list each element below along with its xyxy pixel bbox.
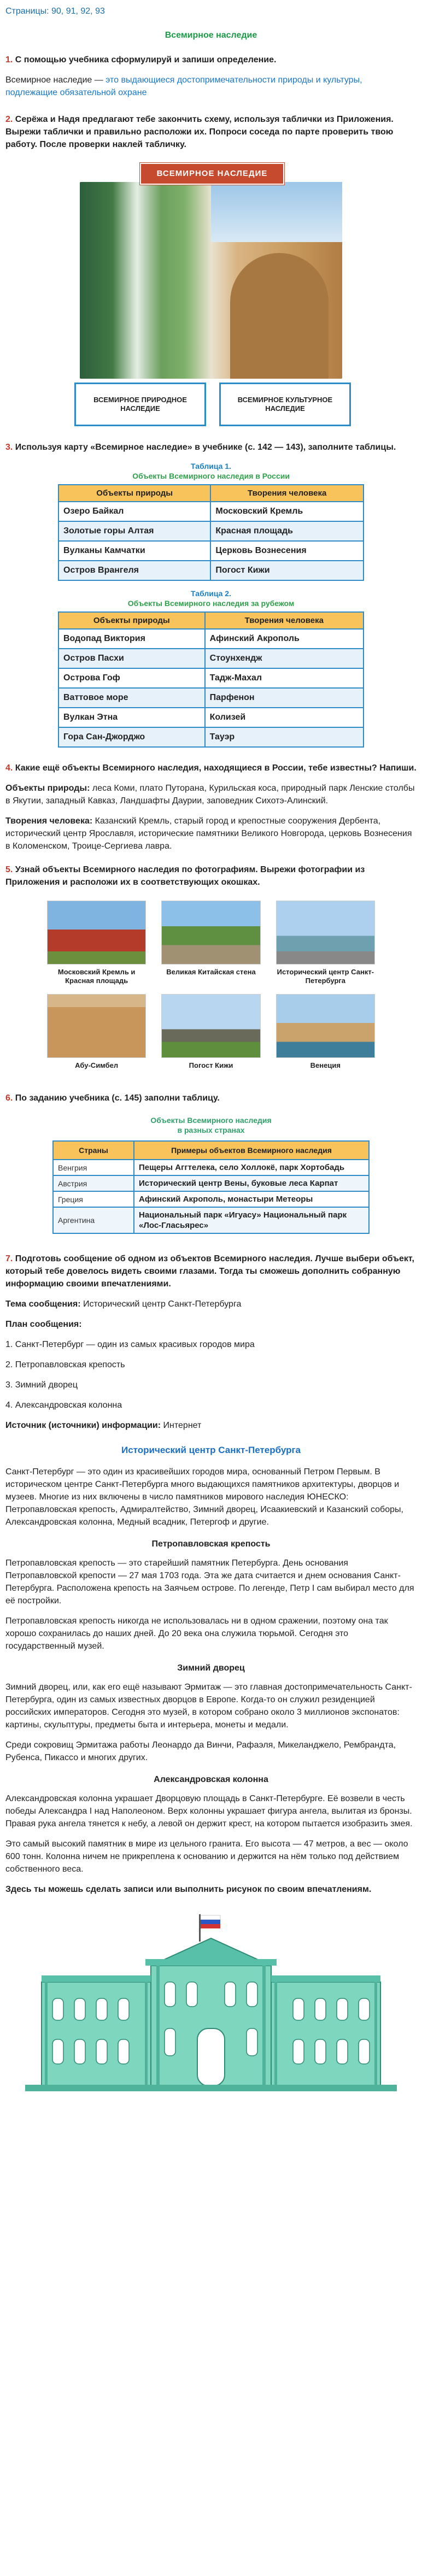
photo-caption: Великая Китайская стена xyxy=(166,968,256,976)
plan-label-line xyxy=(5,1318,417,1331)
essay-heading-palace: Зимний дворец xyxy=(177,1663,245,1673)
table-cell: Исторический центр Вены, буковые леса Карпат xyxy=(134,1175,369,1191)
topic-line xyxy=(5,1298,417,1310)
palace-icon xyxy=(25,1911,397,2091)
table-cell: Красная площадь xyxy=(210,521,364,541)
col-header-human: Творения человека xyxy=(210,485,364,502)
table-cell: Вулканы Камчатки xyxy=(58,541,210,561)
table-row xyxy=(58,541,364,561)
table-row xyxy=(58,521,364,541)
table-3-caption xyxy=(5,1115,417,1135)
task-text: По заданию учебника (с. 145) заполни таблицу. xyxy=(15,1093,220,1103)
table-cell: Тауэр xyxy=(205,727,364,747)
table-subcaption: Объекты Всемирного наследия за рубежом xyxy=(127,599,295,608)
table-row xyxy=(58,727,364,747)
scheme-banner: ВСЕМИРНОЕ НАСЛЕДИЕ xyxy=(140,163,284,185)
task-4 xyxy=(5,762,417,774)
topic-text: Исторический центр Санкт-Петербурга xyxy=(80,1299,242,1309)
task-7 xyxy=(5,1252,417,1290)
photo-grid xyxy=(47,901,375,1081)
pages-line: Страницы: 90, 91, 92, 93 xyxy=(5,7,105,16)
task-4-nature xyxy=(5,782,417,807)
task-1-answer xyxy=(5,74,417,99)
photo-caption: Исторический центр Санкт-Петербурга xyxy=(277,968,374,985)
photo-caption: Абу-Симбел xyxy=(75,1061,119,1069)
source-text: Интернет xyxy=(161,1421,202,1430)
table-russia xyxy=(58,484,364,581)
essay-paragraph: Санкт-Петербург — это один из красивейших городов мира, основанный Петром Первым. В историческом центре Санкт-Петербурга много выдающихся памятников архитектуры, дворцов и музеев. Многие из них включены в число памятников мирового наследия ЮНЕСКО: Петропавловская крепость, Адмиралтейство, Зимний дворец, Исаакиевский и Казанский соборы, Александровская колонна, Медный всадник, Петергоф и другие. xyxy=(5,1467,403,1527)
table-cell: Церковь Вознесения xyxy=(210,541,364,561)
page-title: Всемирное наследие xyxy=(165,31,257,40)
table-row xyxy=(58,688,364,708)
table-cell: Вулкан Этна xyxy=(58,708,205,727)
table-cell: Афинский Акрополь, монастыри Метеоры xyxy=(134,1191,369,1207)
task-text: С помощью учебника сформулируй и запиши определение. xyxy=(15,55,277,64)
table-cell: Золотые горы Алтая xyxy=(58,521,210,541)
task-number: 3. xyxy=(5,443,13,452)
table-caption: Таблица 2. xyxy=(191,589,231,598)
table-cell: Аргентина xyxy=(53,1207,134,1233)
photo-cell xyxy=(47,994,146,1081)
final-instruction: Здесь ты можешь сделать записи или выполнить рисунок по своим впечатлениям. xyxy=(5,1885,372,1894)
task-text: Какие ещё объекты Всемирного наследия, находящиеся в России, тебе известны? Напиши. xyxy=(15,763,417,773)
nature-label: Объекты природы: xyxy=(5,784,90,793)
task-number: 4. xyxy=(5,763,13,773)
table-row xyxy=(58,708,364,727)
photo-cell xyxy=(47,901,146,987)
topic-label: Тема сообщения: xyxy=(5,1299,81,1309)
plan-label: План сообщения: xyxy=(5,1320,82,1329)
task-number: 5. xyxy=(5,865,13,874)
plan-item: 3. Зимний дворец xyxy=(5,1380,78,1390)
essay-paragraph: Среди сокровищ Эрмитажа работы Леонардо да Винчи, Рафаэля, Микеланджело, Рембрандта, Рубенса, Пикассо и многих других. xyxy=(5,1740,396,1762)
source-label: Источник (источники) информации: xyxy=(5,1421,161,1430)
nature-text: леса Коми, плато Путорана, Курильская коса, природный парк Ленские столбы в Якутии, западный Кавказ, Ландшафты Даурии, заповедник Сихотэ-Алинский. xyxy=(5,784,415,805)
table-cell: Венгрия xyxy=(53,1160,134,1175)
task-text: Подготовь сообщение об одном из объектов Всемирного наследия. Лучше выбери объект, который тебе довелось видеть своими глазами. Тогда ты сможешь дополнить собранную информацию своими впечатлениями. xyxy=(5,1254,414,1289)
table-cell: Афинский Акрополь xyxy=(205,629,364,649)
table-cell: Австрия xyxy=(53,1175,134,1191)
table-caption: Таблица 1. xyxy=(191,462,231,470)
essay-heading-column: Александровская колонна xyxy=(154,1775,268,1784)
table-subcaption: Объекты Всемирного наследия в России xyxy=(132,472,290,480)
sky-shape xyxy=(211,182,342,242)
table-cell: Озеро Байкал xyxy=(58,502,210,521)
spb-photo xyxy=(276,901,375,964)
task-text: Узнай объекты Всемирного наследия по фотографиям. Вырежи фотографии из Приложения и расположи их в соответствующих окошках. xyxy=(5,865,365,887)
essay-paragraph: Это самый высокий памятник в мире из цельного гранита. Его высота — 47 метров, а вес — около 600 тонн. Колонна ничем не прикреплена к основанию и держится на нём только под действием собственного веса. xyxy=(5,1839,408,1874)
task-6 xyxy=(5,1092,417,1104)
task-3 xyxy=(5,441,417,454)
answer-term: Всемирное наследие — xyxy=(5,75,106,85)
task-1 xyxy=(5,54,417,66)
photo-cell xyxy=(161,994,260,1081)
great-wall-photo xyxy=(161,901,260,964)
table-row xyxy=(58,668,364,688)
photo-cell xyxy=(276,994,375,1081)
table-cell: Гора Сан-Джорджо xyxy=(58,727,205,747)
waterfall-shape xyxy=(113,182,162,379)
col-header-human: Творения человека xyxy=(205,612,364,629)
photo-cell xyxy=(276,901,375,987)
table-cell: Остров Врангеля xyxy=(58,561,210,580)
table-cell: Тадж-Махал xyxy=(205,668,364,688)
essay-heading-fortress: Петропавловская крепость xyxy=(151,1539,271,1549)
table-cell: Погост Кижи xyxy=(210,561,364,580)
table-cell: Колизей xyxy=(205,708,364,727)
table-cell: Греция xyxy=(53,1191,134,1207)
heritage-photo xyxy=(80,182,342,379)
task-number: 6. xyxy=(5,1093,13,1103)
table-countries xyxy=(52,1140,370,1234)
table-row xyxy=(53,1175,369,1191)
human-text: Казанский Кремль, старый город и крепостные сооружения Дербента, исторический центр Ярославля, исторические памятники Великого Новгорода, церковь Вознесения в Коломенском, Троице-Сергиева лавра. xyxy=(5,816,412,851)
table-cell: Пещеры Аггтелека, село Холлокё, парк Хортобадь xyxy=(134,1160,369,1175)
abu-simbel-photo xyxy=(47,994,146,1058)
table-cell: Острова Гоф xyxy=(58,668,205,688)
table-cell: Водопад Виктория xyxy=(58,629,205,649)
plan-item: 2. Петропавловская крепость xyxy=(5,1360,125,1369)
table-row xyxy=(53,1191,369,1207)
essay-title: Исторический центр Санкт-Петербурга xyxy=(121,1445,301,1455)
table-1-caption xyxy=(5,461,417,481)
task-text: Серёжа и Надя предлагают тебе закончить схему, используя таблички из Приложения. Вырежи таблички и правильно расположи их. Попроси соседа по парте проверить твою работу. После проверки наклей табличку. xyxy=(5,115,394,149)
col-header-nature: Объекты природы xyxy=(58,485,210,502)
table-cell: Национальный парк «Игуасу» Национальный парк «Лос-Гласьярес» xyxy=(134,1207,369,1233)
task-number: 2. xyxy=(5,115,13,124)
table-cell: Остров Пасхи xyxy=(58,649,205,668)
task-number: 1. xyxy=(5,55,13,64)
plan-item: 4. Александровская колонна xyxy=(5,1401,122,1410)
table-row xyxy=(53,1160,369,1175)
kremlin-photo xyxy=(47,901,146,964)
source-line xyxy=(5,1419,417,1432)
table-row xyxy=(58,629,364,649)
task-5 xyxy=(5,863,417,889)
col-header-examples: Примеры объектов Всемирного наследия xyxy=(134,1141,369,1160)
task-2 xyxy=(5,113,417,151)
table-caption: Объекты Всемирного наследия xyxy=(150,1116,272,1125)
scheme-natural-label: ВСЕМИРНОЕ ПРИРОДНОЕ НАСЛЕДИЕ xyxy=(74,383,206,426)
task-number: 7. xyxy=(5,1254,13,1263)
answer-link[interactable]: это выдающиеся достопримечательности природы и культуры, подлежащие обязательной охране xyxy=(5,75,362,97)
sphinx-shape xyxy=(230,253,329,379)
table-row xyxy=(58,561,364,580)
human-label: Творения человека: xyxy=(5,816,93,826)
kizhi-photo xyxy=(161,994,260,1058)
winter-palace-drawing xyxy=(25,1911,397,2091)
table-cell: Ваттовое море xyxy=(58,688,205,708)
photo-caption: Венеция xyxy=(310,1061,341,1069)
table-subcaption: в разных странах xyxy=(177,1126,245,1134)
plan-item: 1. Санкт-Петербург — один из самых красивых городов мира xyxy=(5,1340,255,1349)
table-cell: Парфенон xyxy=(205,688,364,708)
table-abroad xyxy=(58,611,364,748)
table-cell: Стоунхендж xyxy=(205,649,364,668)
essay-paragraph: Александровская колонна украшает Дворцовую площадь в Санкт-Петербурге. Её возвели в честь победы Александра I над Наполеоном. Верх колонны украшает фигура ангела, вылитая из бронзы. Правая рука ангела тянется к небу, а левой он держит крест, на котором пытается изобразить змея. xyxy=(5,1794,413,1828)
col-header-nature: Объекты природы xyxy=(58,612,205,629)
essay-paragraph: Петропавловская крепость — это старейший памятник Петербурга. День основания Петропавловской крепости — 27 мая 1703 года. Эта же дата считается и днем основания Санкт-Петербурга. Расположена крепость на Заячьем острове. По легенде, Петр I сам выбирал место для её постройки. xyxy=(5,1558,414,1605)
table-cell: Московский Кремль xyxy=(210,502,364,521)
venice-photo xyxy=(276,994,375,1058)
photo-caption: Московский Кремль и Красная площадь xyxy=(57,968,136,985)
heritage-scheme xyxy=(58,163,364,428)
col-header-country: Страны xyxy=(53,1141,134,1160)
essay-paragraph: Петропавловская крепость никогда не использовалась ни в одном сражении, поэтому она так хорошо сохранилась до наших дней. До 20 века она служила тюрьмой. Сегодня это государственный музей. xyxy=(5,1616,388,1651)
photo-caption: Погост Кижи xyxy=(189,1061,233,1069)
task-text: Используя карту «Всемирное наследие» в учебнике (с. 142 — 143), заполните таблицы. xyxy=(15,443,396,452)
table-2-caption xyxy=(5,589,417,608)
photo-cell xyxy=(161,901,260,987)
scheme-cultural-label: ВСЕМИРНОЕ КУЛЬТУРНОЕ НАСЛЕДИЕ xyxy=(219,383,351,426)
table-row xyxy=(58,649,364,668)
table-row xyxy=(53,1207,369,1233)
task-4-human xyxy=(5,815,417,852)
table-row xyxy=(58,502,364,521)
essay-paragraph: Зимний дворец, или, как его ещё называют Эрмитаж — это главная достопримечательность Санкт-Петербурга, один из самых известных дворцов в Европе. Когда-то он служил резиденцией российских императоров. Сегодня это музей, в котором собрано около 3 миллионов экспонатов: картины, скульптуры, предметы быта и интерьера, монеты и медали. xyxy=(5,1683,412,1730)
